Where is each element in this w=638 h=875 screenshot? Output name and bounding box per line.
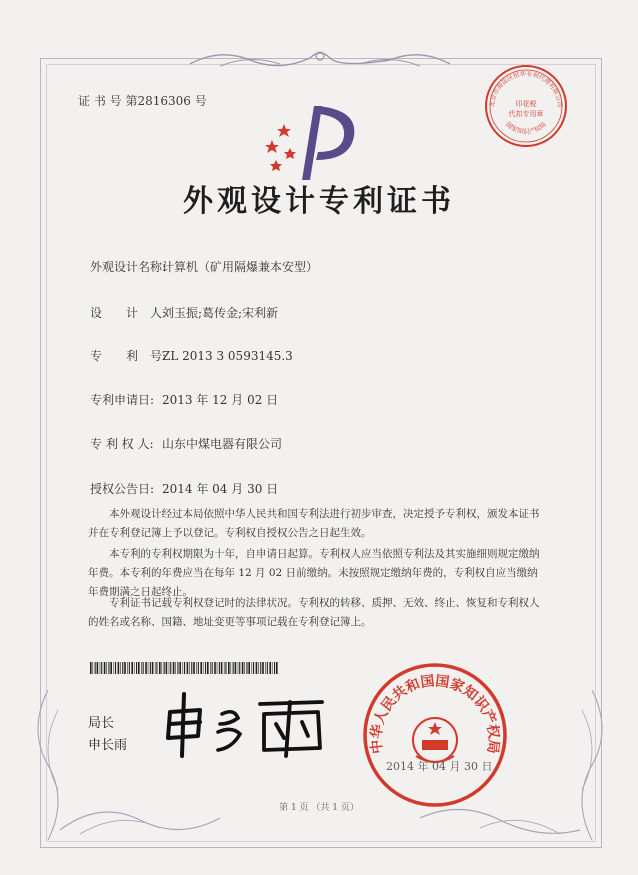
agency-stamp-bottom-text: 国家知识产权局 <box>504 120 548 136</box>
paragraph-2: 本专利的专利权期限为十年，自申请日起算。专利权人应当依照专利法及其实施细则规定缴纳年费。本专利的年费应当在每年 12 月 02 日前缴纳。未按照规定缴纳年费的，专利权自应当缴纳年费期满之日起终止。 <box>88 548 540 598</box>
top-ornament <box>180 46 460 72</box>
field-label: 设 计 人: <box>90 306 167 320</box>
agency-stamp <box>482 62 570 150</box>
field-value: ZL 2013 3 0593145.3 <box>162 349 293 363</box>
paragraph-3: 专利证书记载专利权登记时的法律状况。专利权的转移、质押、无效、终止、恢复和专利权人的姓名或名称、国籍、地址变更等事项记载在专利登记簿上。 <box>88 597 540 628</box>
field-label: 授权公告日: <box>90 482 155 496</box>
field-label: 专 利 号: <box>90 349 167 363</box>
agency-stamp-center-line2: 代扣专用章 <box>508 110 544 118</box>
field-value: 刘玉振;葛传金;宋利新 <box>162 306 279 320</box>
director-signature <box>160 690 330 762</box>
signatory-role: 局长 <box>88 716 115 731</box>
sipo-logo-icon <box>262 100 360 182</box>
paragraph-1: 本外观设计经过本局依照中华人民共和国专利法进行初步审查，决定授予专利权，颁发本证书并在专利登记簿上予以登记。专利权自授权公告之日起生效。 <box>88 508 540 539</box>
right-ornament <box>572 690 612 840</box>
field-application-date <box>90 391 278 408</box>
agency-stamp-outer-text: 北京市海淀区恒华专利代理有限公司 <box>488 70 564 108</box>
field-label: 外观设计名称: <box>90 260 167 274</box>
field-grant-date <box>90 480 278 497</box>
field-label: 专 利 权 人: <box>90 437 154 451</box>
national-ip-office-seal <box>360 660 510 810</box>
agency-stamp-center-line1: 印花税 <box>515 100 537 108</box>
signatory-name: 申长雨 <box>88 738 128 753</box>
field-designers <box>90 304 278 321</box>
certificate-number: 证 书 号 第2816306 号 <box>78 94 207 108</box>
field-value: 2014 年 04 月 30 日 <box>162 482 279 496</box>
field-design-name <box>90 258 318 275</box>
field-patentee <box>90 435 282 452</box>
page-number: 第 1 页 （共 1 页） <box>279 803 359 813</box>
seal-date-overlay: 2014 年 04 月 30 日 <box>386 760 493 773</box>
field-label: 专利申请日: <box>90 393 155 407</box>
field-value: 山东中煤电器有限公司 <box>162 437 283 451</box>
field-value: 2013 年 12 月 02 日 <box>162 393 279 407</box>
seal-text: 中华人民共和国国家知识产权局 <box>368 673 502 755</box>
left-ornament <box>28 690 68 840</box>
svg-text:国家知识产权局 <box>504 120 548 136</box>
barcode <box>90 662 280 674</box>
field-patent-number <box>90 347 293 364</box>
certificate-title: 外观设计专利证书 <box>183 184 455 219</box>
field-value: 计算机（矿用隔爆兼本安型） <box>162 260 319 274</box>
